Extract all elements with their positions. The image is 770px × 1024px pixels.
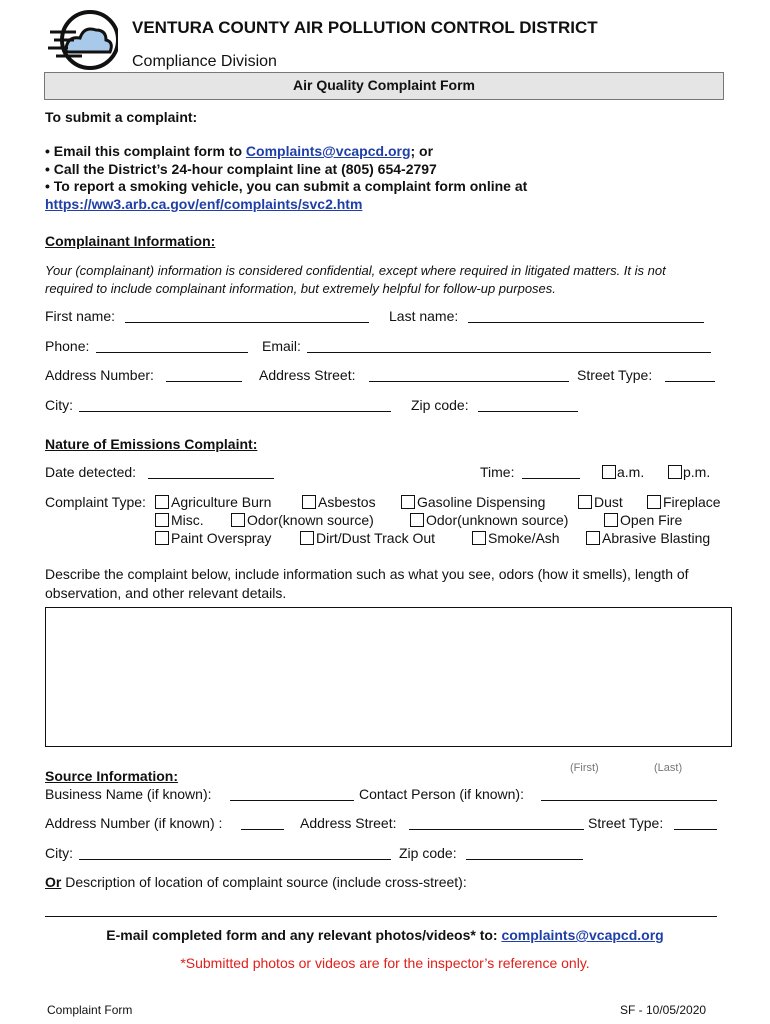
email-field[interactable]	[307, 352, 711, 353]
contact-person-label: Contact Person (if known):	[359, 786, 524, 802]
source-zip-label: Zip code:	[399, 845, 457, 861]
abrasive-blasting-checkbox[interactable]	[586, 531, 600, 545]
source-city-label: City:	[45, 845, 73, 861]
business-name-label: Business Name (if known):	[45, 786, 212, 802]
abrasive-blasting-label: Abrasive Blasting	[602, 530, 711, 546]
asbestos-checkbox[interactable]	[302, 495, 316, 509]
first-name-label: First name:	[45, 308, 116, 324]
phone-label: Phone:	[45, 338, 90, 354]
fireplace-label: Fireplace	[663, 494, 721, 510]
zip-field[interactable]	[478, 411, 578, 412]
submit-heading: To submit a complaint:	[45, 109, 198, 125]
submit-email-prefix: • Email this complaint form to	[45, 143, 246, 159]
odor-known-checkbox[interactable]	[231, 513, 245, 527]
address-number-label: Address Number:	[45, 367, 154, 383]
complainant-note-1: Your (complainant) information is considered confidential, except where required in litigated matters. It is not	[45, 263, 666, 278]
footer-left: Complaint Form	[47, 1003, 133, 1017]
fireplace-checkbox[interactable]	[647, 495, 661, 509]
or-label: Or	[45, 874, 62, 890]
submit-smoking-line: • To report a smoking vehicle, you can submit a complaint form online at	[45, 178, 528, 194]
org-name: VENTURA COUNTY AIR POLLUTION CONTROL DISTRICT	[132, 18, 598, 37]
odor-known-label: Odor(known source)	[247, 512, 374, 528]
smoke-ash-checkbox[interactable]	[472, 531, 486, 545]
paint-overspray-checkbox[interactable]	[155, 531, 169, 545]
complaint-description-box[interactable]	[45, 607, 732, 747]
last-name-field[interactable]	[468, 322, 704, 323]
submit-call-line: • Call the District’s 24-hour complaint line at (805) 654-2797	[45, 161, 437, 177]
agriculture-burn-checkbox[interactable]	[155, 495, 169, 509]
source-heading: Source Information:	[45, 768, 179, 784]
address-number-field[interactable]	[166, 381, 242, 382]
submit-email-line	[45, 143, 433, 160]
agriculture-burn-label: Agriculture Burn	[171, 494, 272, 510]
time-field[interactable]	[522, 478, 580, 479]
zip-label: Zip code:	[411, 397, 469, 413]
photo-note: *Submitted photos or videos are for the inspector’s reference only.	[180, 955, 590, 971]
complaints-email-link[interactable]: Complaints@vcapcd.org	[245, 143, 411, 159]
date-detected-label: Date detected:	[45, 464, 137, 480]
business-name-field[interactable]	[230, 800, 354, 801]
submit-email-suffix: ; or	[410, 143, 434, 159]
odor-unknown-label: Odor(unknown source)	[426, 512, 569, 528]
phone-field[interactable]	[96, 352, 248, 353]
source-address-street-label: Address Street:	[300, 815, 397, 831]
last-hint: (Last)	[654, 762, 683, 774]
form-title: Air Quality Complaint Form	[292, 77, 475, 93]
complaint-type-label: Complaint Type:	[45, 494, 146, 510]
division-name: Compliance Division	[132, 53, 277, 70]
location-description-line	[45, 874, 467, 891]
source-street-type-field[interactable]	[674, 829, 717, 830]
describe-line-1: Describe the complaint below, include information such as what you see, odors (how it smells), length of	[45, 566, 689, 582]
source-zip-field[interactable]	[466, 859, 583, 860]
first-hint: (First)	[570, 762, 599, 774]
district-logo	[46, 10, 118, 72]
footer-email-prefix: E-mail completed form and any relevant photos/videos* to:	[106, 927, 502, 943]
open-fire-label: Open Fire	[620, 512, 683, 528]
dust-checkbox[interactable]	[578, 495, 592, 509]
gasoline-dispensing-checkbox[interactable]	[401, 495, 415, 509]
emissions-heading: Nature of Emissions Complaint:	[45, 436, 258, 452]
source-address-number-label: Address Number (if known) :	[45, 815, 223, 831]
footer-right: SF - 10/05/2020	[620, 1003, 707, 1017]
describe-line-2: observation, and other relevant details.	[45, 585, 287, 601]
pm-label: p.m.	[683, 464, 711, 480]
smoke-ash-label: Smoke/Ash	[488, 530, 560, 546]
street-type-label: Street Type:	[577, 367, 653, 383]
footer-email-line	[0, 927, 770, 944]
asbestos-label: Asbestos	[318, 494, 376, 510]
address-street-field[interactable]	[369, 381, 569, 382]
contact-person-field[interactable]	[541, 800, 717, 801]
date-detected-field[interactable]	[148, 478, 274, 479]
odor-unknown-checkbox[interactable]	[410, 513, 424, 527]
am-checkbox[interactable]	[602, 465, 616, 479]
dirt-dust-checkbox[interactable]	[300, 531, 314, 545]
pm-checkbox[interactable]	[668, 465, 682, 479]
first-name-field[interactable]	[125, 322, 369, 323]
dirt-dust-label: Dirt/Dust Track Out	[316, 530, 436, 546]
footer-email-link[interactable]: complaints@vcapcd.org	[501, 927, 664, 943]
location-description-field[interactable]	[45, 916, 717, 917]
complainant-note-2: required to include complainant information, but extremely helpful for follow-up purposes.	[45, 281, 556, 296]
open-fire-checkbox[interactable]	[604, 513, 618, 527]
source-address-street-field[interactable]	[409, 829, 584, 830]
source-city-field[interactable]	[79, 859, 391, 860]
time-label: Time:	[480, 464, 515, 480]
address-street-label: Address Street:	[259, 367, 356, 383]
am-label: a.m.	[617, 464, 645, 480]
dust-label: Dust	[594, 494, 623, 510]
city-field[interactable]	[79, 411, 391, 412]
misc-checkbox[interactable]	[155, 513, 169, 527]
paint-overspray-label: Paint Overspray	[171, 530, 272, 546]
source-address-number-field[interactable]	[241, 829, 284, 830]
complainant-heading: Complainant Information:	[45, 233, 216, 249]
street-type-field[interactable]	[665, 381, 715, 382]
last-name-label: Last name:	[389, 308, 459, 324]
city-label: City:	[45, 397, 73, 413]
location-description-label: Description of location of complaint source (include cross-street):	[61, 874, 467, 890]
smoking-vehicle-link[interactable]: https://ww3.arb.ca.gov/enf/complaints/svc2.htm	[45, 196, 363, 212]
email-label: Email:	[262, 338, 301, 354]
misc-label: Misc.	[171, 512, 204, 528]
source-street-type-label: Street Type:	[588, 815, 664, 831]
gasoline-dispensing-label: Gasoline Dispensing	[417, 494, 546, 510]
